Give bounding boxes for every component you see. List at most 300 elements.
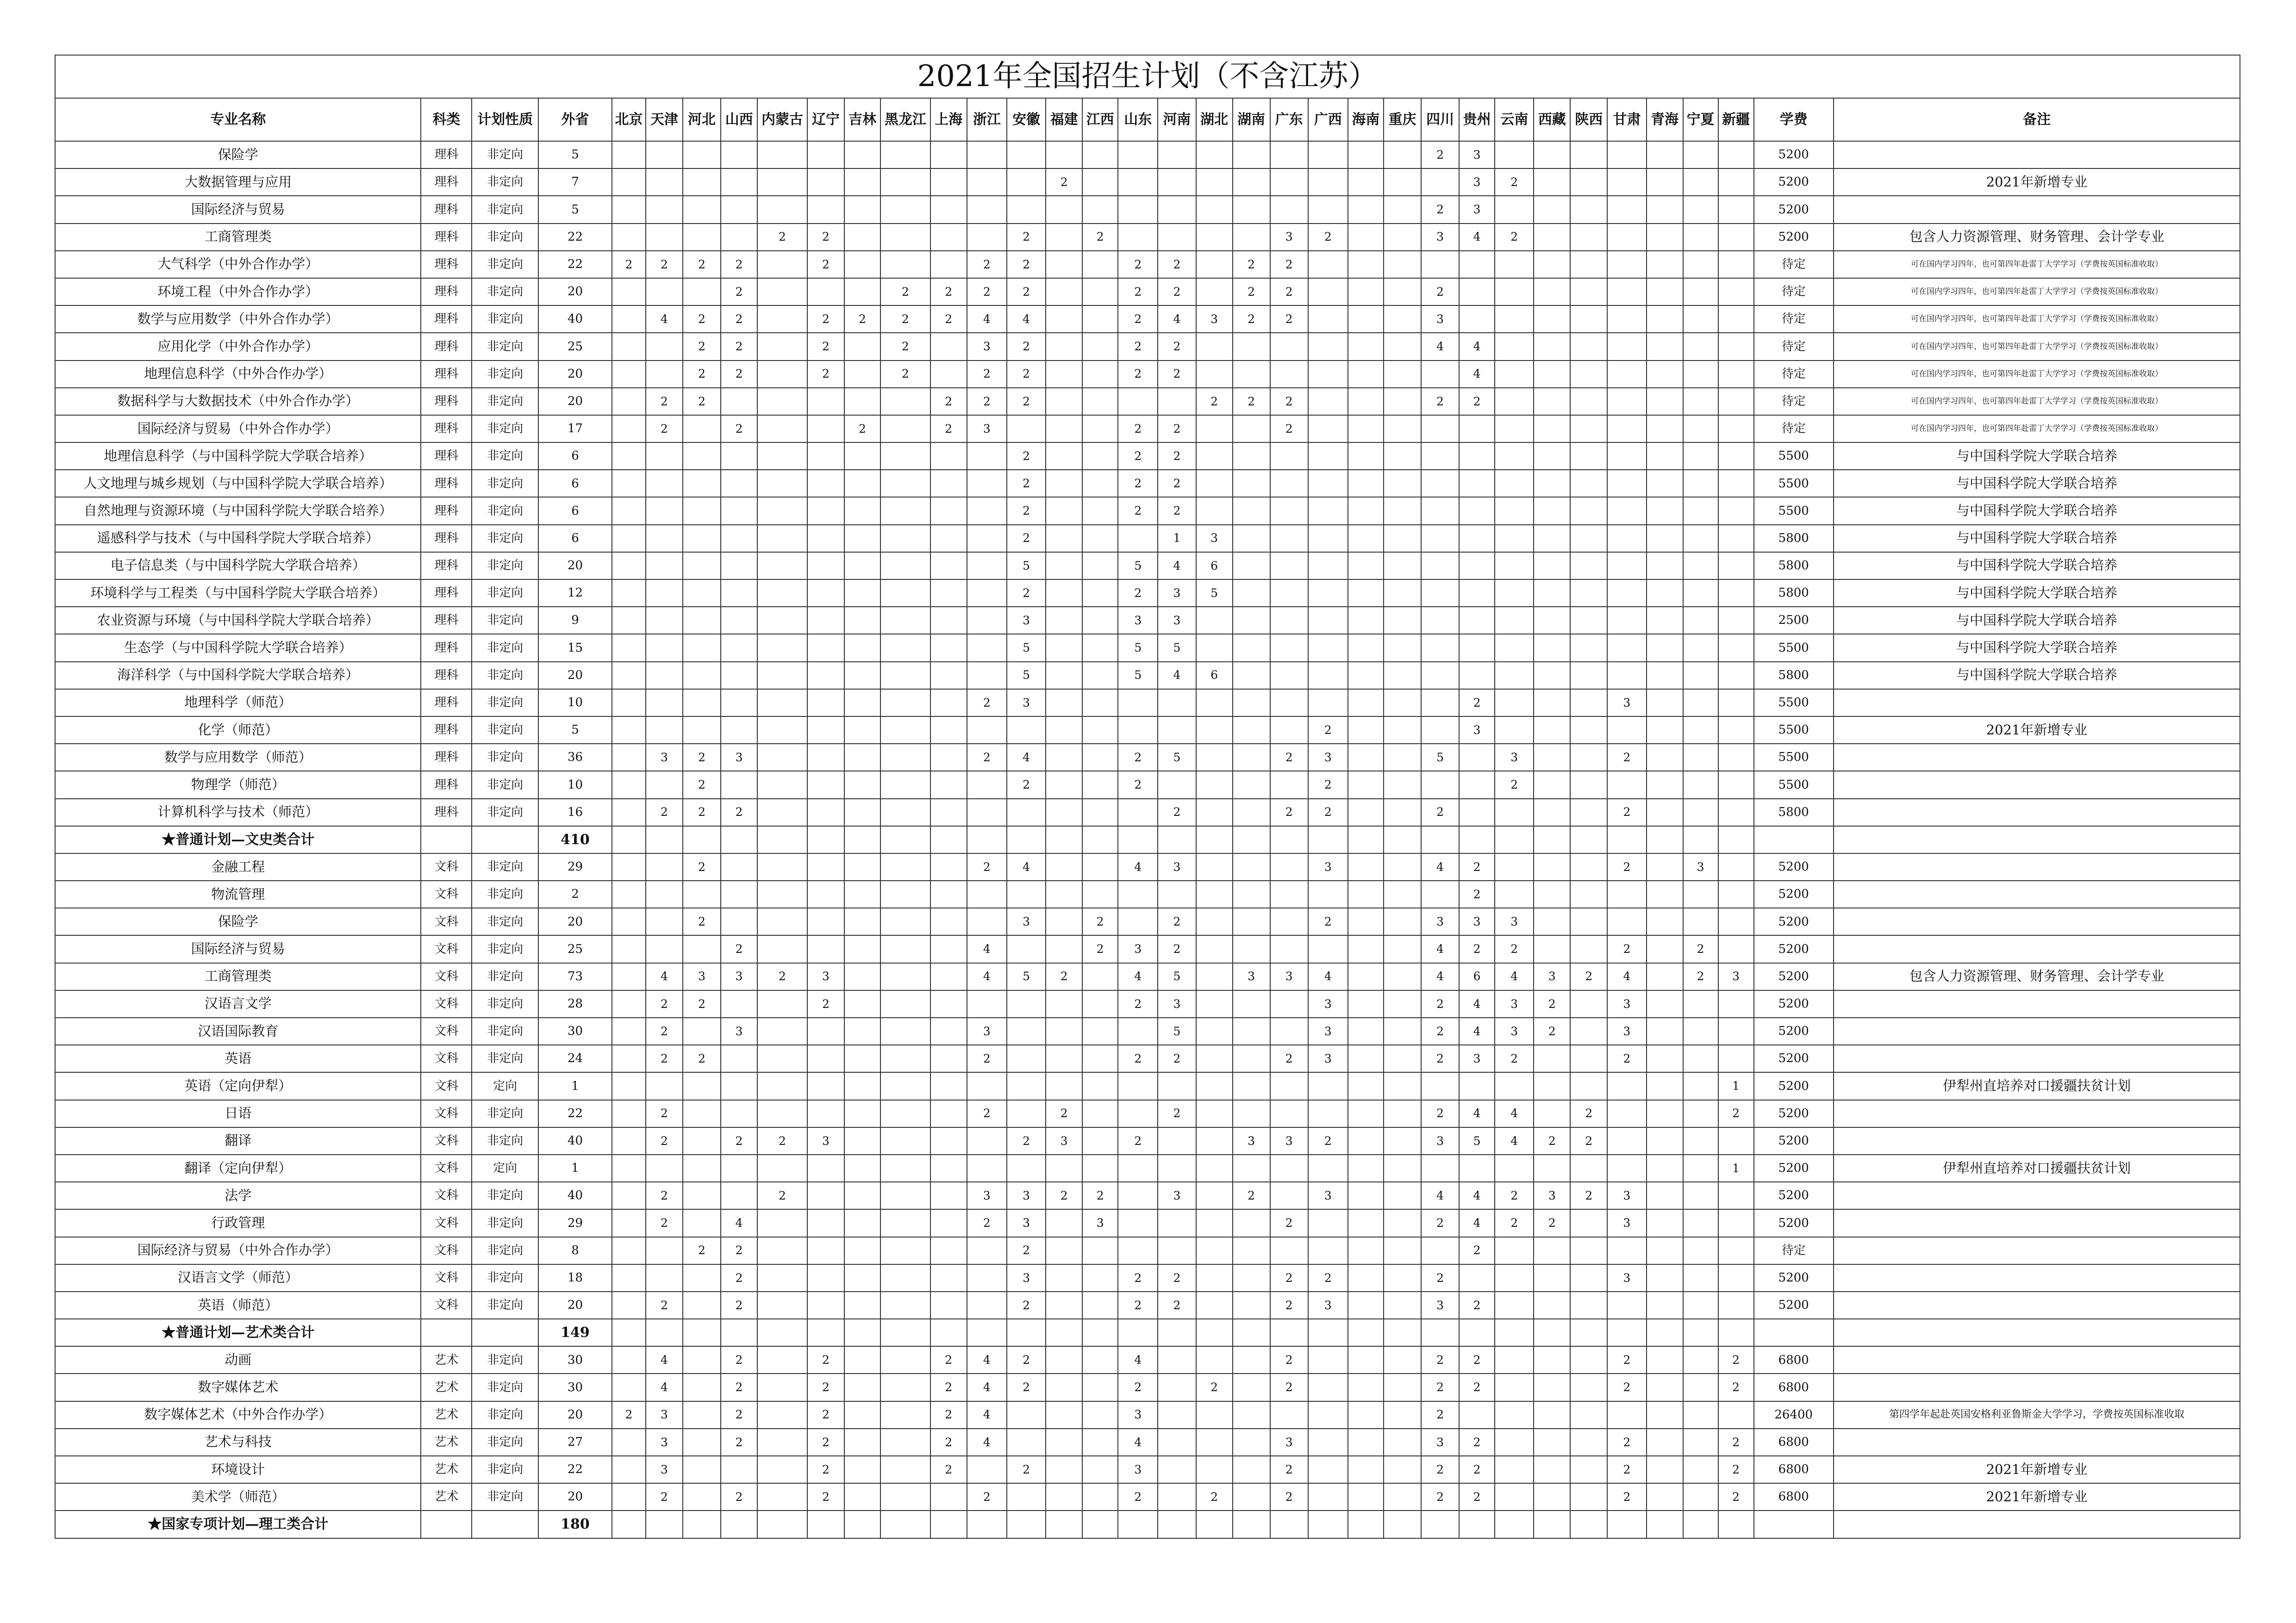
province-count-cell	[1570, 908, 1607, 935]
province-count-cell	[1570, 1511, 1607, 1538]
province-count-cell	[930, 361, 967, 388]
province-count-cell	[1421, 361, 1459, 388]
column-header: 天津	[646, 98, 683, 141]
province-count-cell	[967, 442, 1007, 470]
province-count-cell	[1082, 141, 1118, 168]
province-count-cell	[1348, 607, 1384, 634]
province-count-cell	[1233, 826, 1270, 853]
province-count-cell	[1233, 662, 1270, 689]
province-count-cell: 3	[1421, 1429, 1459, 1456]
province-count-cell	[807, 908, 844, 935]
province-count-cell: 3	[1308, 744, 1348, 771]
province-count-cell	[646, 333, 683, 360]
province-count-cell	[1459, 470, 1495, 497]
province-count-cell	[646, 1237, 683, 1264]
province-count-cell: 2	[1233, 251, 1270, 278]
province-count-cell	[880, 1045, 930, 1072]
column-header: 云南	[1495, 98, 1534, 141]
province-count-cell	[1534, 744, 1570, 771]
province-count-cell	[1534, 141, 1570, 168]
province-count-cell	[612, 552, 646, 579]
province-count-cell	[844, 744, 880, 771]
province-count-cell	[1534, 278, 1570, 305]
province-count-cell	[612, 525, 646, 552]
province-count-cell: 2	[683, 799, 721, 826]
out-of-province-total-cell: 5	[538, 141, 612, 168]
province-count-cell	[612, 278, 646, 305]
table-row	[55, 251, 2240, 278]
province-count-cell	[880, 1237, 930, 1264]
province-count-cell	[880, 525, 930, 552]
province-count-cell	[1118, 716, 1158, 744]
province-count-cell: 2	[1082, 1182, 1118, 1209]
province-count-cell	[1718, 1319, 1754, 1346]
province-count-cell	[1082, 333, 1118, 360]
province-count-cell	[1007, 1319, 1046, 1346]
province-count-cell	[1683, 1018, 1718, 1045]
province-count-cell	[1233, 716, 1270, 744]
province-count-cell	[1495, 826, 1534, 853]
province-count-cell	[646, 579, 683, 607]
province-count-cell	[683, 1374, 721, 1401]
province-count-cell	[757, 1237, 807, 1264]
province-count-cell	[1196, 1155, 1233, 1182]
province-count-cell	[1348, 1456, 1384, 1483]
province-count-cell	[757, 1401, 807, 1429]
province-count-cell	[1570, 826, 1607, 853]
province-count-cell	[844, 1264, 880, 1292]
province-count-cell	[612, 1456, 646, 1483]
column-header: 陕西	[1570, 98, 1607, 141]
province-count-cell	[967, 990, 1007, 1018]
province-count-cell: 2	[807, 1374, 844, 1401]
province-count-cell: 2	[1007, 525, 1046, 552]
province-count-cell	[612, 1483, 646, 1511]
province-count-cell	[1534, 799, 1570, 826]
province-count-cell	[1647, 881, 1683, 908]
province-count-cell	[683, 1429, 721, 1456]
province-count-cell	[807, 497, 844, 524]
province-count-cell: 2	[721, 1483, 757, 1511]
province-count-cell	[1082, 881, 1118, 908]
province-count-cell	[1348, 141, 1384, 168]
province-count-cell: 2	[1118, 1045, 1158, 1072]
province-count-cell: 5	[1421, 744, 1459, 771]
province-count-cell: 3	[1421, 1292, 1459, 1319]
province-count-cell	[1534, 388, 1570, 415]
province-count-cell: 3	[1421, 908, 1459, 935]
plan-nature-cell: 定向	[472, 1072, 538, 1100]
province-count-cell: 3	[1007, 1182, 1046, 1209]
category-cell: 理科	[421, 168, 472, 196]
tuition-cell: 5200	[1754, 1292, 1834, 1319]
province-count-cell	[1082, 1374, 1118, 1401]
tuition-cell: 5200	[1754, 1100, 1834, 1127]
remark-cell	[1834, 1264, 2240, 1292]
province-count-cell	[1495, 799, 1534, 826]
province-count-cell: 3	[1158, 990, 1196, 1018]
tuition-cell: 5500	[1754, 634, 1834, 661]
province-count-cell	[1046, 881, 1082, 908]
province-count-cell: 2	[967, 1045, 1007, 1072]
province-count-cell	[930, 607, 967, 634]
province-count-cell	[1270, 1072, 1308, 1100]
province-count-cell	[612, 1018, 646, 1045]
province-count-cell: 4	[1421, 853, 1459, 881]
province-count-cell	[1046, 935, 1082, 963]
province-count-cell: 2	[930, 305, 967, 333]
out-of-province-total-cell: 6	[538, 470, 612, 497]
province-count-cell	[646, 168, 683, 196]
category-cell: 理科	[421, 662, 472, 689]
province-count-cell	[612, 305, 646, 333]
province-count-cell	[1270, 141, 1308, 168]
province-count-cell: 2	[683, 744, 721, 771]
province-count-cell	[1233, 224, 1270, 251]
province-count-cell	[1607, 224, 1646, 251]
province-count-cell	[1233, 442, 1270, 470]
province-count-cell	[930, 1292, 967, 1319]
province-count-cell: 2	[967, 853, 1007, 881]
remark-cell	[1834, 853, 2240, 881]
province-count-cell	[1534, 196, 1570, 223]
province-count-cell	[880, 799, 930, 826]
table-row	[55, 552, 2240, 579]
province-count-cell	[1607, 525, 1646, 552]
major-name-cell: 数字媒体艺术	[55, 1374, 421, 1401]
column-header: 山东	[1118, 98, 1158, 141]
province-count-cell	[844, 361, 880, 388]
province-count-cell	[1647, 799, 1683, 826]
province-count-cell	[880, 662, 930, 689]
province-count-cell: 4	[1607, 963, 1646, 990]
province-count-cell	[807, 1319, 844, 1346]
subtotal-row	[55, 1319, 2240, 1346]
province-count-cell	[844, 1374, 880, 1401]
province-count-cell	[1647, 552, 1683, 579]
out-of-province-total-cell: 30	[538, 1018, 612, 1045]
province-count-cell: 2	[1082, 224, 1118, 251]
province-count-cell	[683, 1100, 721, 1127]
province-count-cell	[1459, 1511, 1495, 1538]
province-count-cell	[807, 525, 844, 552]
province-count-cell	[807, 607, 844, 634]
province-count-cell	[1647, 196, 1683, 223]
province-count-cell	[1607, 634, 1646, 661]
out-of-province-total-cell: 6	[538, 442, 612, 470]
plan-nature-cell: 非定向	[472, 361, 538, 388]
province-count-cell	[612, 361, 646, 388]
province-count-cell	[1348, 1374, 1384, 1401]
province-count-cell	[1046, 579, 1082, 607]
remark-cell: 伊犁州直培养对口援疆扶贫计划	[1834, 1155, 2240, 1182]
province-count-cell	[1495, 1456, 1534, 1483]
table-row	[55, 415, 2240, 442]
province-count-cell: 2	[1718, 1100, 1754, 1127]
category-cell: 艺术	[421, 1401, 472, 1429]
tuition-cell: 5200	[1754, 881, 1834, 908]
province-count-cell	[1384, 634, 1421, 661]
province-count-cell: 2	[1233, 388, 1270, 415]
province-count-cell	[646, 881, 683, 908]
plan-nature-cell: 非定向	[472, 990, 538, 1018]
province-count-cell	[930, 716, 967, 744]
province-count-cell	[757, 1018, 807, 1045]
province-count-cell	[1046, 278, 1082, 305]
plan-nature-cell: 非定向	[472, 333, 538, 360]
province-count-cell	[1196, 1264, 1233, 1292]
province-count-cell	[807, 1182, 844, 1209]
province-count-cell	[1683, 278, 1718, 305]
province-count-cell	[930, 853, 967, 881]
province-count-cell: 5	[1158, 1018, 1196, 1045]
province-count-cell: 6	[1196, 552, 1233, 579]
province-count-cell	[1233, 141, 1270, 168]
out-of-province-total-cell: 6	[538, 525, 612, 552]
tuition-cell: 5500	[1754, 689, 1834, 716]
province-count-cell	[1534, 881, 1570, 908]
column-header: 山西	[721, 98, 757, 141]
province-count-cell: 3	[1233, 963, 1270, 990]
tuition-cell: 待定	[1754, 333, 1834, 360]
province-count-cell: 2	[1118, 442, 1158, 470]
remark-cell	[1834, 1018, 2240, 1045]
province-count-cell	[967, 1264, 1007, 1292]
province-count-cell: 2	[1459, 1374, 1495, 1401]
province-count-cell	[1082, 552, 1118, 579]
province-count-cell	[1082, 826, 1118, 853]
province-count-cell	[612, 990, 646, 1018]
province-count-cell: 2	[1270, 251, 1308, 278]
province-count-cell	[1495, 716, 1534, 744]
province-count-cell	[1196, 1182, 1233, 1209]
province-count-cell: 2	[646, 1100, 683, 1127]
province-count-cell	[612, 1511, 646, 1538]
province-count-cell	[1196, 689, 1233, 716]
province-count-cell: 2	[721, 1264, 757, 1292]
province-count-cell	[1495, 361, 1534, 388]
province-count-cell	[880, 1264, 930, 1292]
province-count-cell	[1007, 716, 1046, 744]
plan-nature-cell	[472, 1319, 538, 1346]
province-count-cell: 2	[1007, 1292, 1046, 1319]
province-count-cell	[844, 1100, 880, 1127]
province-count-cell	[1007, 826, 1046, 853]
province-count-cell	[1534, 305, 1570, 333]
province-count-cell	[757, 716, 807, 744]
remark-cell	[1834, 908, 2240, 935]
province-count-cell	[721, 497, 757, 524]
plan-nature-cell: 非定向	[472, 442, 538, 470]
province-count-cell: 2	[1607, 799, 1646, 826]
province-count-cell: 2	[1459, 388, 1495, 415]
province-count-cell	[1158, 826, 1196, 853]
province-count-cell	[1683, 1456, 1718, 1483]
province-count-cell	[1421, 1237, 1459, 1264]
province-count-cell	[1082, 442, 1118, 470]
province-count-cell	[721, 1072, 757, 1100]
province-count-cell	[1421, 634, 1459, 661]
province-count-cell	[880, 935, 930, 963]
province-count-cell: 4	[1007, 853, 1046, 881]
province-count-cell	[1683, 1511, 1718, 1538]
province-count-cell	[1647, 908, 1683, 935]
province-count-cell: 2	[1421, 1374, 1459, 1401]
province-count-cell: 3	[967, 1182, 1007, 1209]
province-count-cell	[1683, 1072, 1718, 1100]
province-count-cell: 3	[1718, 963, 1754, 990]
province-count-cell	[1683, 1182, 1718, 1209]
province-count-cell: 2	[1607, 1346, 1646, 1374]
province-count-cell	[1647, 935, 1683, 963]
province-count-cell	[1348, 1429, 1384, 1456]
province-count-cell	[1384, 1045, 1421, 1072]
province-count-cell: 2	[1495, 168, 1534, 196]
province-count-cell: 4	[1158, 662, 1196, 689]
province-count-cell	[1570, 552, 1607, 579]
province-count-cell	[1570, 1209, 1607, 1237]
table-row	[55, 278, 2240, 305]
column-header: 河北	[683, 98, 721, 141]
province-count-cell	[1007, 881, 1046, 908]
category-cell: 文科	[421, 1018, 472, 1045]
province-count-cell	[757, 1292, 807, 1319]
province-count-cell	[1421, 415, 1459, 442]
major-name-cell: 海洋科学（与中国科学院大学联合培养）	[55, 662, 421, 689]
province-count-cell	[844, 1401, 880, 1429]
province-count-cell	[1348, 552, 1384, 579]
province-count-cell	[1158, 1401, 1196, 1429]
province-count-cell	[1158, 1456, 1196, 1483]
province-count-cell: 2	[1270, 388, 1308, 415]
province-count-cell: 3	[1158, 607, 1196, 634]
table-row	[55, 1100, 2240, 1127]
province-count-cell	[1270, 1319, 1308, 1346]
province-count-cell	[844, 1018, 880, 1045]
province-count-cell	[1308, 826, 1348, 853]
column-header: 广东	[1270, 98, 1308, 141]
province-count-cell: 2	[721, 251, 757, 278]
province-count-cell: 2	[1495, 1045, 1534, 1072]
province-count-cell	[1007, 196, 1046, 223]
province-count-cell	[880, 1429, 930, 1456]
province-count-cell	[1384, 935, 1421, 963]
column-header: 江西	[1082, 98, 1118, 141]
province-count-cell	[757, 771, 807, 798]
province-count-cell	[1459, 1155, 1495, 1182]
major-name-cell: 计算机科学与技术（师范）	[55, 799, 421, 826]
plan-nature-cell: 非定向	[472, 196, 538, 223]
province-count-cell: 3	[1607, 1209, 1646, 1237]
province-count-cell	[930, 442, 967, 470]
province-count-cell	[612, 1182, 646, 1209]
province-count-cell: 2	[1421, 1346, 1459, 1374]
province-count-cell: 3	[721, 1018, 757, 1045]
tuition-cell: 待定	[1754, 278, 1834, 305]
province-count-cell: 2	[1118, 1374, 1158, 1401]
province-count-cell	[1570, 634, 1607, 661]
province-count-cell	[683, 607, 721, 634]
province-count-cell	[807, 662, 844, 689]
province-count-cell	[757, 196, 807, 223]
tuition-cell: 5200	[1754, 168, 1834, 196]
province-count-cell	[1495, 278, 1534, 305]
province-count-cell	[1570, 662, 1607, 689]
major-name-cell: 化学（师范）	[55, 716, 421, 744]
table-row	[55, 1483, 2240, 1511]
table-row	[55, 141, 2240, 168]
province-count-cell	[1007, 1429, 1046, 1456]
province-count-cell	[1196, 1045, 1233, 1072]
province-count-cell: 2	[967, 1100, 1007, 1127]
province-count-cell	[1718, 1511, 1754, 1538]
province-count-cell	[1384, 1237, 1421, 1264]
province-count-cell: 2	[1570, 963, 1607, 990]
province-count-cell	[930, 1483, 967, 1511]
province-count-cell	[967, 634, 1007, 661]
category-cell: 理科	[421, 415, 472, 442]
table-row	[55, 1045, 2240, 1072]
province-count-cell: 2	[1607, 1045, 1646, 1072]
province-count-cell	[1348, 1100, 1384, 1127]
table-row	[55, 1456, 2240, 1483]
province-count-cell	[1082, 607, 1118, 634]
province-count-cell	[930, 1237, 967, 1264]
province-count-cell	[1384, 278, 1421, 305]
tuition-cell: 6800	[1754, 1456, 1834, 1483]
province-count-cell	[1384, 990, 1421, 1018]
province-count-cell	[1082, 1401, 1118, 1429]
province-count-cell	[1534, 333, 1570, 360]
province-count-cell	[1158, 689, 1196, 716]
province-count-cell	[683, 552, 721, 579]
province-count-cell: 2	[1607, 935, 1646, 963]
province-count-cell: 3	[1270, 1127, 1308, 1155]
province-count-cell: 3	[1421, 1127, 1459, 1155]
province-count-cell	[1534, 1264, 1570, 1292]
plan-nature-cell: 非定向	[472, 1209, 538, 1237]
tuition-cell: 5200	[1754, 1018, 1834, 1045]
province-count-cell: 2	[1421, 1018, 1459, 1045]
province-count-cell	[1233, 1237, 1270, 1264]
province-count-cell	[1348, 1127, 1384, 1155]
province-count-cell	[612, 470, 646, 497]
province-count-cell	[1570, 415, 1607, 442]
major-name-cell: 遥感科学与技术（与中国科学院大学联合培养）	[55, 525, 421, 552]
category-cell: 艺术	[421, 1374, 472, 1401]
province-count-cell	[1270, 935, 1308, 963]
enrollment-plan-sheet	[55, 55, 2240, 1539]
province-count-cell	[844, 168, 880, 196]
province-count-cell: 5	[1007, 634, 1046, 661]
province-count-cell: 2	[1534, 1018, 1570, 1045]
province-count-cell	[1683, 168, 1718, 196]
province-count-cell	[721, 908, 757, 935]
province-count-cell	[1718, 141, 1754, 168]
tuition-cell: 5800	[1754, 579, 1834, 607]
province-count-cell	[1082, 1264, 1118, 1292]
province-count-cell	[1118, 1209, 1158, 1237]
province-count-cell: 2	[1270, 1483, 1308, 1511]
province-count-cell: 3	[1158, 1182, 1196, 1209]
province-count-cell	[967, 1456, 1007, 1483]
province-count-cell: 1	[1718, 1155, 1754, 1182]
category-cell: 文科	[421, 908, 472, 935]
province-count-cell	[683, 662, 721, 689]
province-count-cell	[1534, 552, 1570, 579]
province-count-cell	[1118, 799, 1158, 826]
province-count-cell	[683, 525, 721, 552]
